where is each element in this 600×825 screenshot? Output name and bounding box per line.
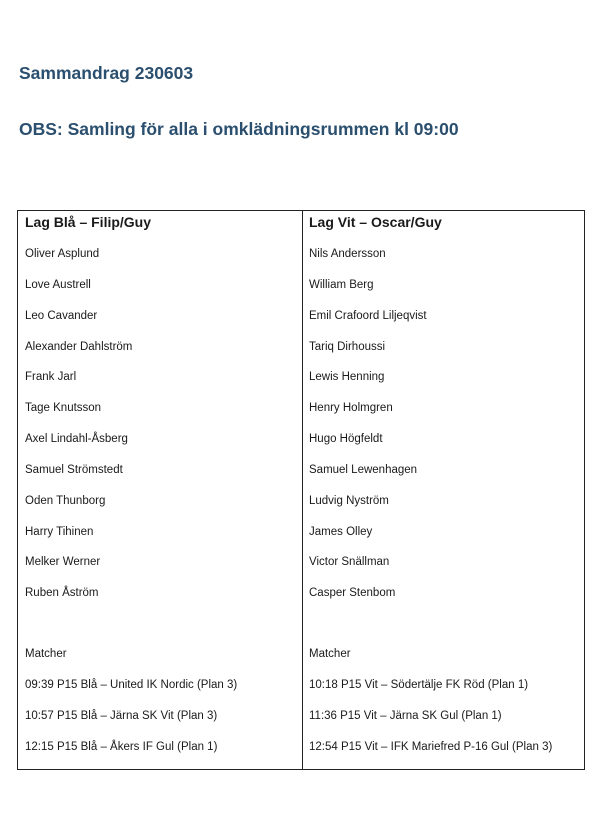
match-entry: 10:57 P15 Blå – Järna SK Vit (Plan 3) [25,710,218,722]
match-entry: 12:15 P15 Blå – Åkers IF Gul (Plan 1) [25,741,218,753]
assembly-notice: OBS: Samling för alla i omklädningsrummen kl 09:00 [19,119,459,139]
team-header-bla: Lag Blå – Filip/Guy [25,214,152,230]
player-name: Lewis Henning [309,371,385,383]
document-title: Sammandrag 230603 [19,63,194,83]
team-column-bla [25,211,295,769]
player-name: Ruben Åström [25,587,99,599]
column-divider [302,211,303,769]
matches-label-bla: Matcher [25,648,67,660]
player-name: Axel Lindahl-Åsberg [25,433,128,445]
player-name: Tariq Dirhoussi [309,341,386,353]
player-name: Samuel Strömstedt [25,464,123,476]
match-entry: 09:39 P15 Blå – United IK Nordic (Plan 3) [25,679,238,691]
player-name: Oliver Asplund [25,248,100,260]
team-column-vit [309,211,584,769]
player-name: Hugo Högfeldt [309,433,383,445]
match-entry: 10:18 P15 Vit – Södertälje FK Röd (Plan 1) [309,679,529,691]
player-name: Henry Holmgren [309,402,393,414]
player-name: Alexander Dahlström [25,341,133,353]
player-name: Victor Snällman [309,556,390,568]
player-name: Casper Stenbom [309,587,396,599]
player-name: Harry Tihinen [25,526,94,538]
player-name: Love Austrell [25,279,91,291]
player-name: Samuel Lewenhagen [309,464,418,476]
team-header-vit: Lag Vit – Oscar/Guy [309,214,442,230]
player-name: Nils Andersson [309,248,386,260]
match-entry: 11:36 P15 Vit – Järna SK Gul (Plan 1) [309,710,502,722]
player-name: Melker Werner [25,556,101,568]
player-name: James Olley [309,526,373,538]
match-entry: 12:54 P15 Vit – IFK Mariefred P-16 Gul (Plan 3) [309,741,553,753]
player-name: Emil Crafoord Liljeqvist [309,310,427,322]
team-table [17,210,585,770]
player-name: Leo Cavander [25,310,98,322]
player-name: Ludvig Nyström [309,495,389,507]
player-name: William Berg [309,279,374,291]
matches-label-vit: Matcher [309,648,351,660]
player-name: Tage Knutsson [25,402,102,414]
player-name: Oden Thunborg [25,495,106,507]
player-name: Frank Jarl [25,371,77,383]
